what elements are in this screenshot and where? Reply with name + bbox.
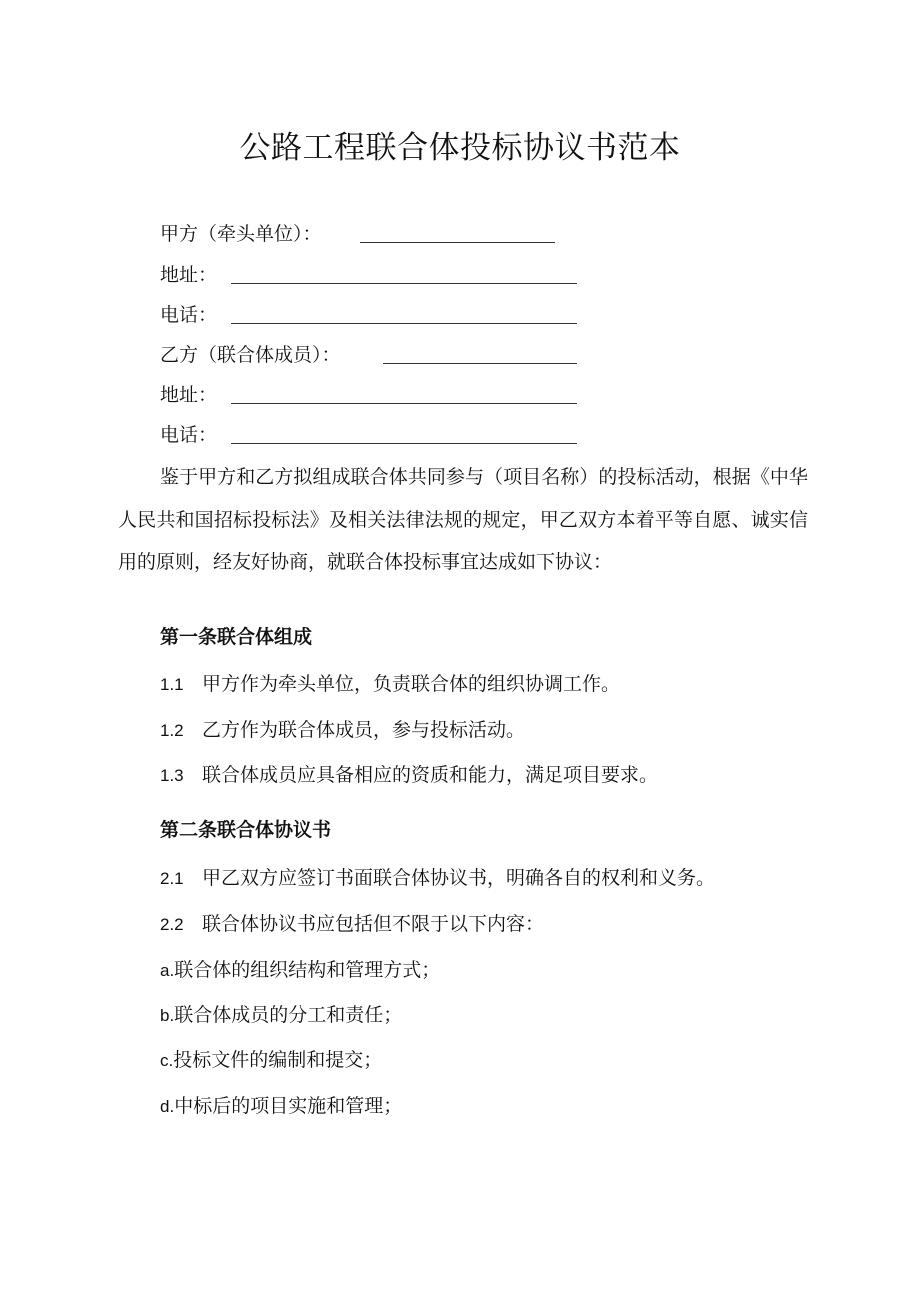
document-title: 公路工程联合体投标协议书范本 [239,130,681,166]
address-a-blank-line[interactable] [231,283,577,284]
subitem-marker: a. [160,961,175,980]
article2-item-1 [160,864,715,893]
address-b-field [160,381,217,409]
party-a-blank-line[interactable] [360,242,555,243]
item-text: 甲乙双方应签订书面联合体协议书，明确各自的权利和义务。 [202,867,716,889]
phone-a-blank-line[interactable] [231,323,577,324]
item-text: 联合体协议书应包括但不限于以下内容： [202,913,545,935]
article2-subitem-d [160,1092,402,1121]
article1-item-3 [160,761,658,790]
phone-a-field [160,301,217,329]
item-number: 2.2 [160,915,184,934]
party-b-field [160,341,341,369]
party-b-label: 乙方（联合体成员）： [160,344,341,366]
item-number: 2.1 [160,869,184,888]
article2-heading: 第二条联合体协议书 [160,819,332,841]
article2-subitem-a [160,956,440,985]
article2-item-2 [160,910,544,939]
intro-paragraph: 鉴于甲方和乙方拟组成联合体共同参与（项目名称）的投标活动，根据《中华人民共和国招标投标法》及相关法律法规的规定，甲乙双方本着平等自愿、诚实信用的原则，经友好协商，就联合体投标事宜达成如下协议： [118,466,808,573]
phone-b-blank-line[interactable] [231,443,577,444]
phone-b-field [160,421,217,449]
item-number: 1.2 [160,721,184,740]
address-a-field [160,261,217,289]
subitem-text: 中标后的项目实施和管理； [174,1095,403,1117]
item-number: 1.3 [160,766,184,785]
item-text: 联合体成员应具备相应的资质和能力，满足项目要求。 [202,764,659,786]
party-a-field [160,220,322,248]
subitem-text: 联合体成员的分工和责任； [174,1004,403,1026]
item-text: 乙方作为联合体成员，参与投标活动。 [202,719,526,741]
subitem-marker: b. [160,1006,175,1025]
phone-b-label: 电话： [160,424,218,446]
address-a-label: 地址： [160,264,218,286]
article2-subitem-c [160,1046,382,1075]
address-b-blank-line[interactable] [231,403,577,404]
article1-heading: 第一条联合体组成 [160,626,313,648]
party-b-blank-line[interactable] [383,363,577,364]
subitem-text: 联合体的组织结构和管理方式； [174,959,441,981]
subitem-text: 投标文件的编制和提交； [173,1049,383,1071]
phone-a-label: 电话： [160,304,218,326]
article1-item-2 [160,716,525,745]
party-a-label: 甲方（牵头单位）： [160,223,322,245]
article1-item-1 [160,670,620,699]
item-text: 甲方作为牵头单位，负责联合体的组织协调工作。 [202,673,621,695]
article2-subitem-b [160,1001,402,1030]
subitem-marker: c. [160,1051,174,1070]
subitem-marker: d. [160,1097,175,1116]
address-b-label: 地址： [160,384,218,406]
item-number: 1.1 [160,675,184,694]
